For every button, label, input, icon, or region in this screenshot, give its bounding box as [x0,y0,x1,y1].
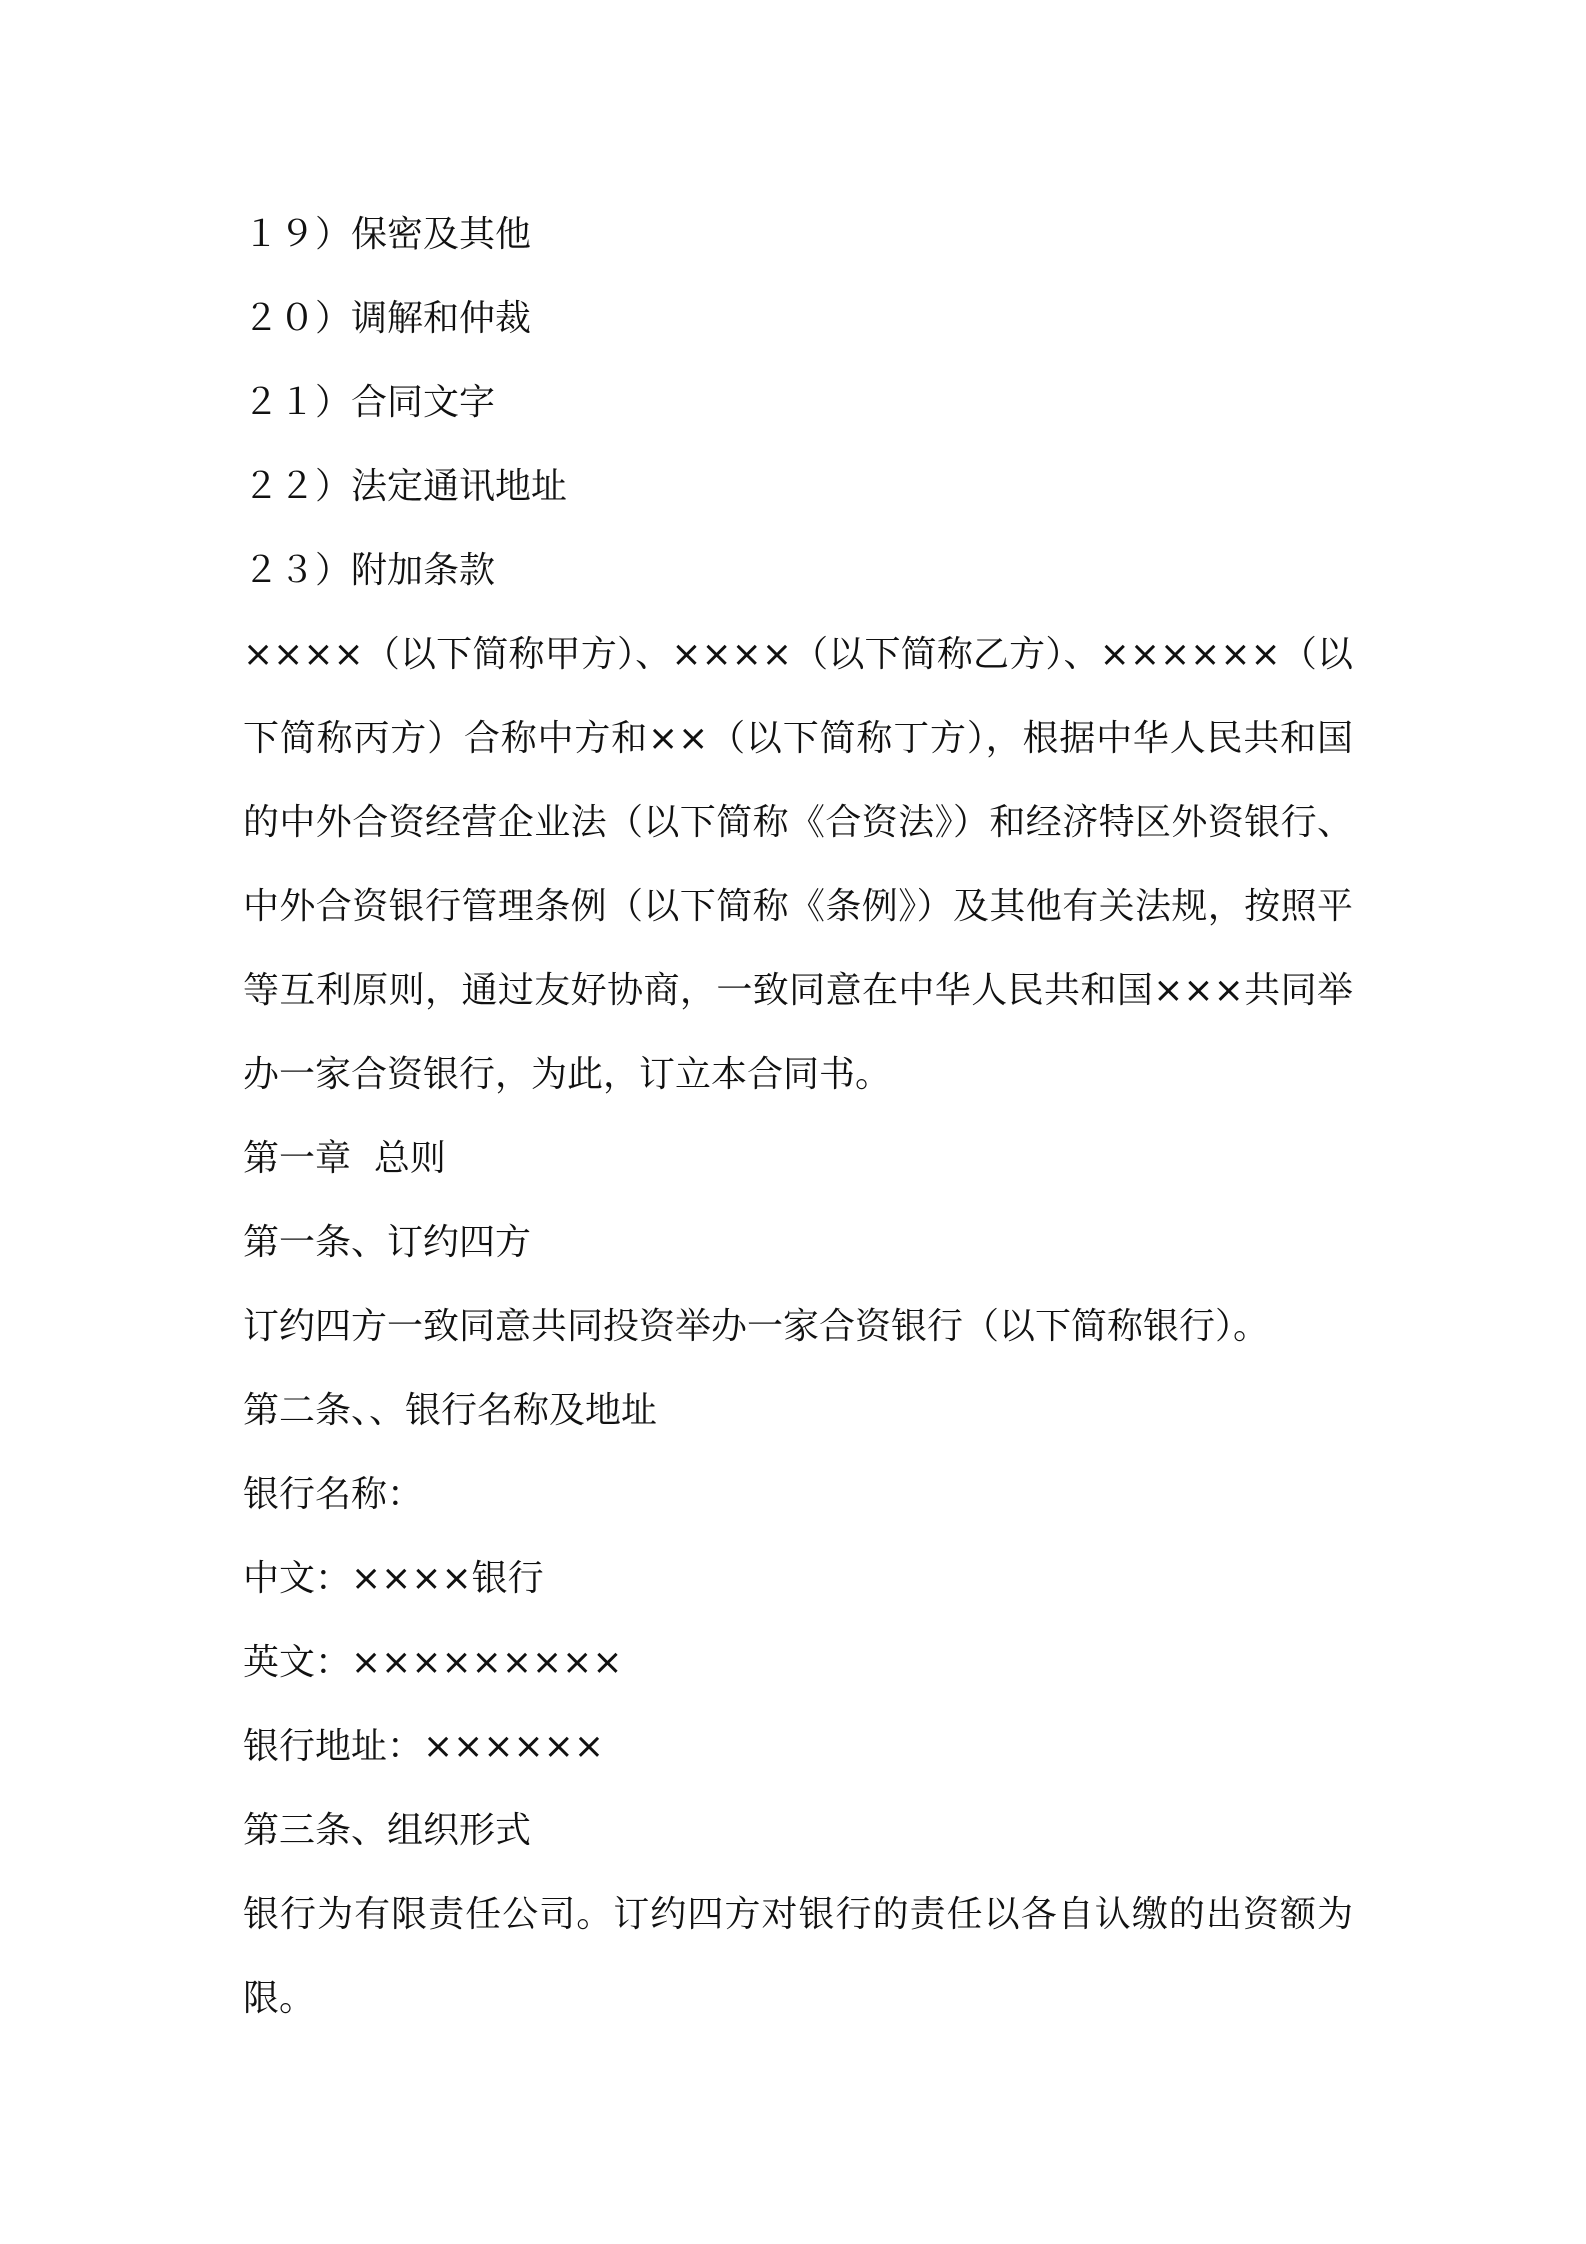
document-body [243,193,1353,2041]
article-3-body: 银行为有限责任公司。订约四方对银行的责任以各自认缴的出资额为限。 [243,1894,1353,2019]
list-item: ２０）调解和仲裁 [243,298,532,339]
bank-chinese-name: 中文：××××银行 [243,1558,544,1599]
article-1-body: 订约四方一致同意共同投资举办一家合资银行（以下简称银行）。 [243,1306,1270,1347]
list-item: ２３）附加条款 [243,550,496,591]
list-item: ２１）合同文字 [243,382,496,423]
bank-address: 银行地址：×××××× [243,1726,604,1767]
bank-name-label: 银行名称： [243,1474,424,1515]
article-1-title: 第一条、订约四方 [243,1222,532,1263]
list-item: １９）保密及其他 [243,214,532,255]
chapter-title: 第一章 总则 [243,1138,446,1179]
bank-english-name: 英文：××××××××× [243,1642,623,1683]
list-item: ２２）法定通讯地址 [243,466,568,507]
article-2-title: 第二条、、银行名称及地址 [243,1390,658,1431]
article-3-title: 第三条、组织形式 [243,1810,532,1851]
preamble-paragraph: ××××（以下简称甲方）、××××（以下简称乙方）、××××××（以下简称丙方）合称中方和××（以下简称丁方），根据中华人民共和国的中外合资经营企业法（以下简称《合资法》）和经济特区外资银行、中外合资银行管理条例（以下简称《条例》）及其他有关法规，按照平等互利原则，通过友好协商，一致同意在中华人民共和国×××共同举办一家合资银行，为此，订立本合同书。 [243,634,1353,1095]
